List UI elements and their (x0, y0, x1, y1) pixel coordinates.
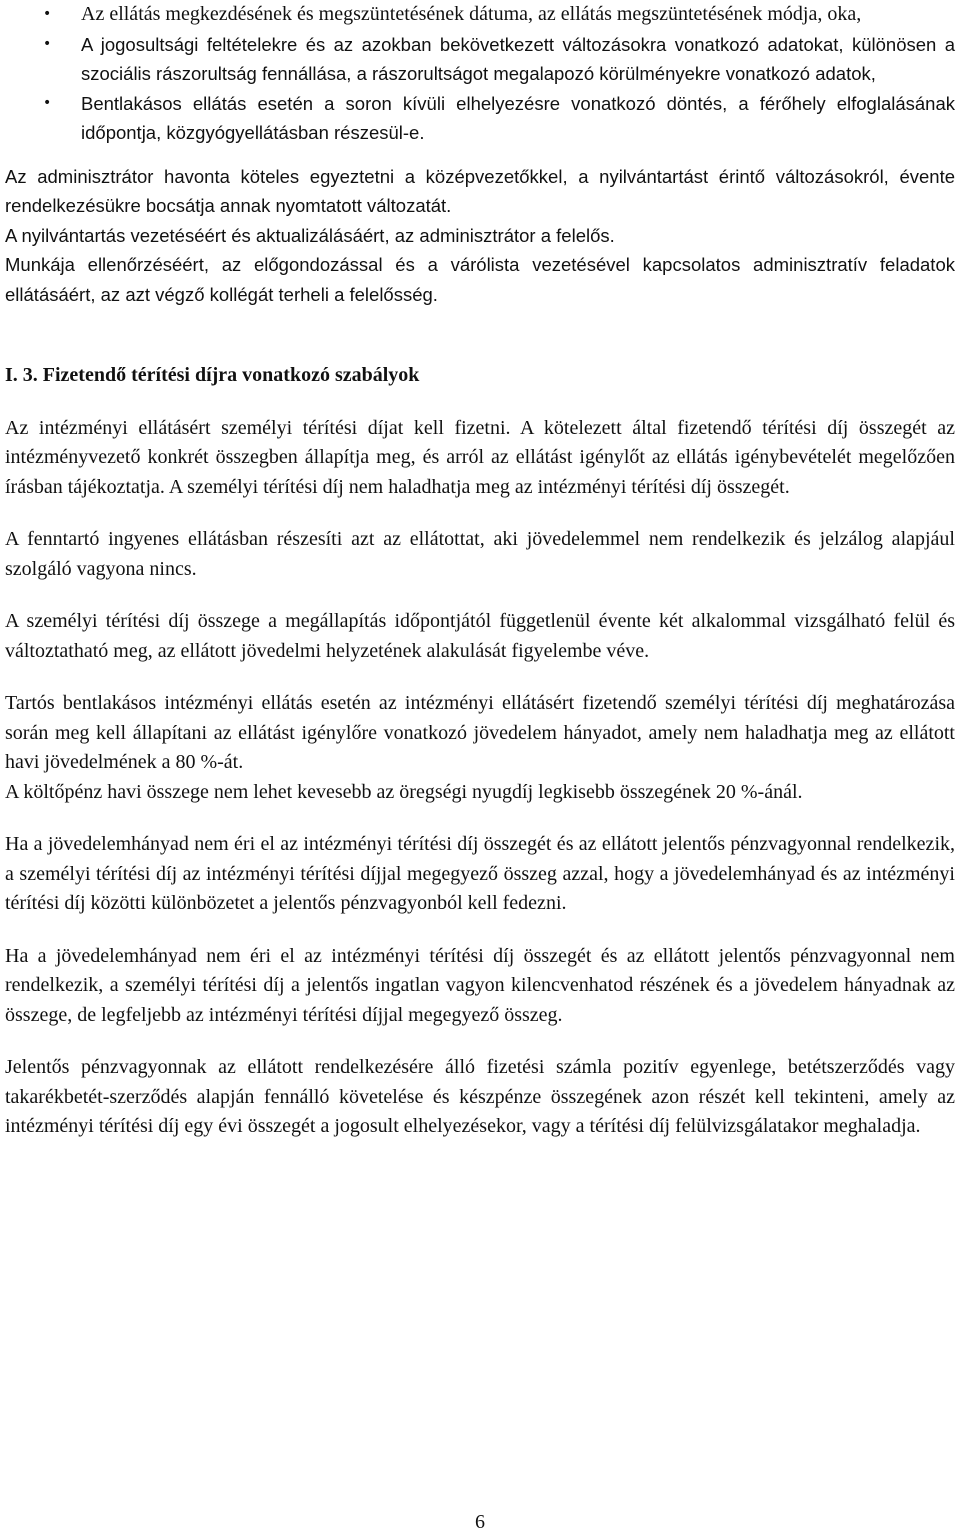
page-number: 6 (475, 1511, 485, 1533)
body-paragraph: Ha a jövedelemhányad nem éri el az intézményi térítési díj összegét és az ellátott jelentős pénzvagyonnal rendelkezik, a személyi térítési díj az intézményi térítési díjjal megegyező összeg azzal, hogy a jövedelemhányad és az intézményi térítési díj közötti különbözetet a jelentős pénzvagyonból kell fedezni. (5, 833, 955, 914)
admin-paragraph: Munkája ellenőrzéséért, az előgondozással és a várólista vezetésével kapcsolatos adminisztratív feladatok ellátásáért, az azt végző kollégát terheli a felelősség. (5, 254, 955, 305)
admin-paragraph: Az adminisztrátor havonta köteles egyeztetni a középvezetőkkel, a nyilvántartást érintő változásokról, évente rendelkezésükre bocsátja annak nyomtatott változatát. (5, 165, 955, 216)
body-paragraph: A költőpénz havi összege nem lehet kevesebb az öregségi nyugdíj legkisebb összegének 20 %-ánál. (5, 780, 803, 803)
body-paragraph: Jelentős pénzvagyonnak az ellátott rendelkezésére álló fizetési számla pozitív egyenlege, betétszerződés vagy takarékbetét-szerződés alapján fennálló követelése és készpénze összegének azon részét kell tekinteni, amely az intézményi térítési díj egy évi összegét a jogosult elhelyezésekor, vagy a térítési díj felülvizsgálatakor meghaladja. (5, 1056, 955, 1137)
body-paragraph: Ha a jövedelemhányad nem éri el az intézményi térítési díj összegét és az ellátott jelentős pénzvagyonnal nem rendelkezik, a személyi térítési díj a jelentős ingatlan vagyon kilencvenhatod részének és a jövedelem hányadnak az összege, de legfeljebb az intézményi térítési díjjal megegyező összeg. (5, 944, 955, 1026)
bullet-list (5, 0, 955, 148)
body-paragraph: Az intézményi ellátásért személyi térítési díjat kell fizetni. A kötelezett által fizetendő térítési díj összegét az intézményvezető konkrét összegben állapítja meg, és arról az ellátást igénylőt az ellátás igénybevételét megelőzően írásban tájékoztatja. A személyi térítési díj nem haladhatja meg az intézményi térítési díj összegét. (5, 416, 955, 498)
bullet-item: • Bentlakásos ellátás esetén a soron kívüli elhelyezésre vonatkozó döntés, a férőhely elfoglalásának időpontja, közgyógyellátásban részesül-e. (5, 89, 955, 148)
bullet-item: • A jogosultsági feltételekre és az azokban bekövetkezett változásokra vonatkozó adatokat, különösen a szociális rászorultság fennállása, a rászorultságot megalapozó körülményekre vonatkozó adatok, (5, 30, 955, 89)
body-paragraph: Tartós bentlakásos intézményi ellátás esetén az intézményi ellátásért fizetendő személyi térítési díj meghatározása során meg kell állapítani az ellátást igénylőre vonatkozó jövedelem hányadot, amely nem haladhatja meg az ellátott havi jövedelmének a 80 %-át. (5, 692, 955, 773)
body-paragraph: A személyi térítési díj összege a megállapítás időpontjától függetlenül évente két alkalommal vizsgálható felül és változtatható meg, az ellátott jövedelmi helyzetének alakulását figyelembe véve. (5, 610, 955, 662)
bullet-item: • Az ellátás megkezdésének és megszüntetésének dátuma, az ellátás megszüntetésének módja, oka, (5, 0, 955, 30)
document-page (5, 0, 955, 1142)
body-paragraph: A fenntartó ingyenes ellátásban részesíti azt az ellátottat, aki jövedelemmel nem rendelkezik és jelzálog alapjául szolgáló vagyona nincs. (5, 528, 955, 580)
section-heading: I. 3. Fizetendő térítési díjra vonatkozó szabályok (5, 364, 420, 386)
admin-paragraph: A nyilvántartás vezetéséért és aktualizálásáért, az adminisztrátor a felelős. (5, 224, 615, 246)
